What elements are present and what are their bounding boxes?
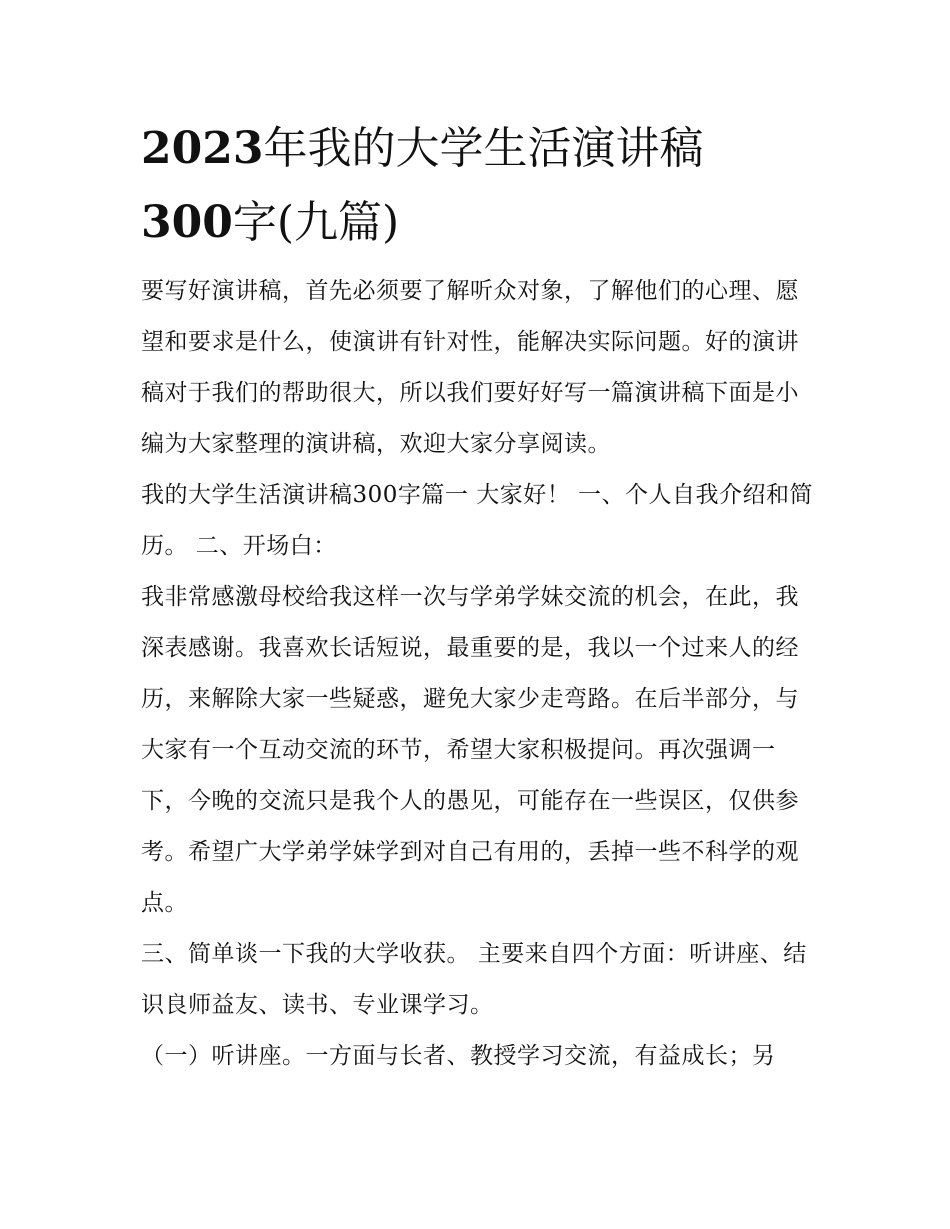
- title-line-2: [141, 197, 399, 248]
- paragraph-section-three: 三、简单谈一下我的大学收获。 主要来自四个方面：听讲座、结识良师益友、读书、专业课学习。: [141, 941, 807, 1018]
- document-body: [141, 112, 821, 1082]
- title-text-2: 字(九篇): [232, 197, 400, 248]
- document-title: [141, 112, 821, 260]
- title-year: 2023: [141, 123, 264, 174]
- paragraph-lectures: （一）听讲座。一方面与长者、教授学习交流，有益成长；另: [141, 1043, 776, 1069]
- paragraph-intro: 要写好演讲稿，首先必须要了解听众对象，了解他们的心理、愿望和要求是什么，使演讲有针对性，能解决实际问题。好的演讲稿对于我们的帮助很大，所以我们要好好写一篇演讲稿下面是小编为大家整理的演讲稿，欢迎大家分享阅读。: [141, 278, 799, 457]
- title-line-1: [141, 123, 703, 174]
- title-word-count: 300: [141, 197, 233, 248]
- title-text-1: 年我的大学生活演讲稿: [263, 123, 704, 174]
- paragraph-section-one: 我的大学生活演讲稿300字篇一 大家好！ 一、个人自我介绍和简历。 二、开场白：: [141, 482, 814, 559]
- paragraph-opening: 我非常感激母校给我这样一次与学弟学妹交流的机会，在此，我深表感谢。我喜欢长话短说，最重要的是，我以一个过来人的经历，来解除大家一些疑惑，避免大家少走弯路。在后半部分，与大家有一个互动交流的环节，希望大家积极提问。再次强调一下，今晚的交流只是我个人的愚见，可能存在一些误区，仅供参考。希望广大学弟学妹学到对自己有用的，丢掉一些不科学的观点。: [141, 584, 799, 916]
